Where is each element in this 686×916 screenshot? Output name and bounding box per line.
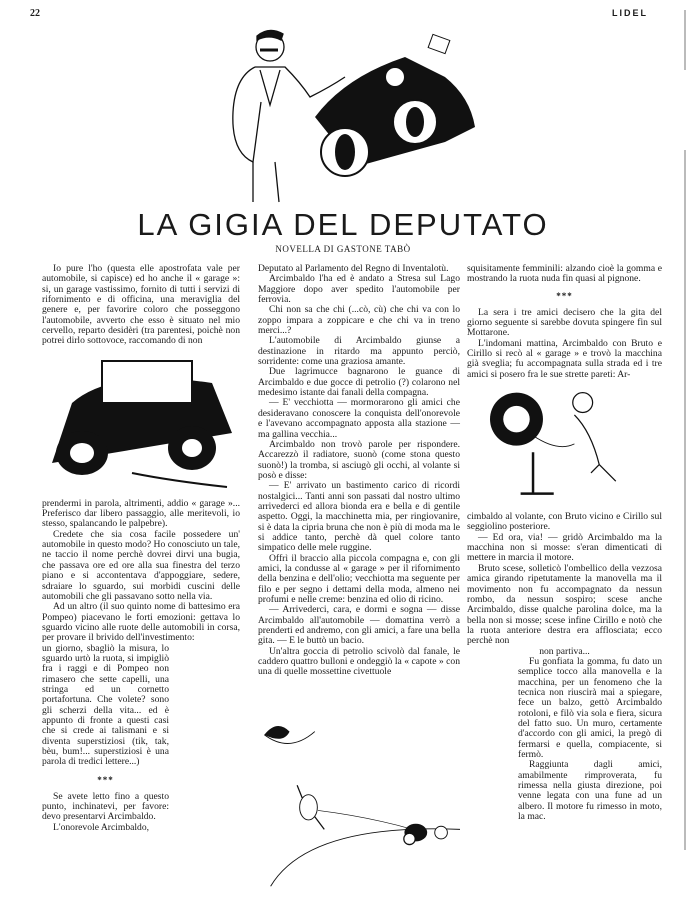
paragraph-tail: non partiva... — [539, 645, 590, 657]
paragraph: Offrì il braccio alla piccola compagna e, con gli amici, la condusse al « garage » per il rifornimento della benzina e dell'olio; vecchiotta ma seguente per filo e per segno i dettami della moda, almeno nei profumi e nelle creme: benzina ed olio di ricino. — [258, 552, 460, 605]
paragraph: Due lagrimucce bagnarono le guance di Arcimbaldo e due gocce di petrolio (?) colarono nel medesimo istante dai fanali della compagna. — [258, 366, 460, 399]
article-title: LA GIGIA DEL DEPUTATO — [137, 207, 549, 242]
article-byline: NOVELLA DI GASTONE TABÒ — [275, 244, 411, 254]
paragraph: un giorno, sbagliò la misura, lo sguardo urtò la ruota, si impigliò fra i raggi e di Pompeo non rimasero che sette capelli, una stringa ed un cornetto portafortuna. Che volete? sono gli scherzi della vita... ed è appunto di fronte a questi casi che si crede ai talismani e si diventa superstiziosi (tik, tak, bèu, bum!... superstiziosi è una parola di tredici lettere...) — [42, 642, 169, 768]
paragraph: cimbaldo al volante, con Bruto vicino e Cirillo sul seggiolino posteriore. — [467, 511, 662, 533]
paragraph: prendermi in parola, altrimenti, addio « garage »... Preferisco dar libero passaggio, alle meritevoli, io stesso, spalancando le palpebre). — [42, 497, 240, 530]
man-inflating-tire-illustration — [467, 386, 657, 506]
section-separator: *** — [97, 774, 114, 785]
paragraph: Bruto scese, solleticò l'ombellico della vezzosa amica girando ripetutamente la manovella ma il movimento non fu accompagnato da nessun rombo, da nessun sospiro; scese anche Arcimbaldo, disse qualche parolina dolce, ma la bella non si mosse; scese infine Cirillo e notò che la ruota anteriore destra era afflosciata; ecco perchè non — [467, 562, 662, 647]
paragraph: — E' arrivato un bastimento carico di ricordi nostalgici... Tanti anni son passati dal nostro ultimo arrivederci ed allora bionda era e bella e di gentile aspetto. Oggi, la macchinetta mia, per ringiovanire, si è data la cipria bruna che non è più di moda ma le si addice tanto, perchè dà quel colore tanto simpatico delle mele ruggine. — [258, 480, 460, 554]
paragraph: Fu gonfiata la gomma, fu dato un semplice tocco alla manovella e la macchina, per un fenomeno che la tecnica non riuscirà mai a spiegare, fece un balzo, gettò Arcimbaldo rotoloni, e filò via sola e fiera, sicura del fatto suo. Un muro, certamente d'accordo con gli amici, la pregò di fermarsi e quella, compiacente, si fermò. — [518, 655, 662, 760]
car-accident-illustration — [42, 353, 240, 493]
column-3 — [467, 264, 662, 822]
paragraph: Chi non sa che chi (...cò, cù) che chi va con lo zoppo impara a zoppicare e che chi va in treno merci...? — [258, 304, 460, 337]
paragraph: — Arrivederci, cara, e dormi e sogna — disse Arcimbaldo all'automobile — domattina verrò a prenderti ed andremo, con gli amici, a fare una bella gita. — E le buttò un bacio. — [258, 604, 460, 647]
paragraph: Arcimbaldo non trovò parole per rispondere. Accarezzò il radiatore, suonò (come stona questo suonò!) la tromba, si asciugò gli occhi, al volante si posò e disse: — [258, 438, 460, 481]
paragraph: Raggiunta dagli amici, amabilmente rimproverata, fu rimessa nella giusta direzione, poi venne legata con una fune ad un albero. Il motore fu rimesso in moto, la mac. — [518, 759, 662, 823]
car-on-hill-illustration — [258, 686, 460, 916]
paragraph: L'automobile di Arcimbaldo giunse a destinazione in ritardo ma appunto perciò, sorridente: come una graziosa amante. — [258, 335, 460, 368]
paragraph: — Ed ora, via! — gridò Arcimbaldo ma la macchina non si mosse: s'eran dimenticati di mettere in marcia il motore. — [467, 531, 662, 564]
section-separator: *** — [556, 290, 573, 301]
column-1-narrow — [42, 644, 169, 834]
paragraph: Deputato al Parlamento del Regno di Inventalotù. — [258, 263, 449, 274]
column-3-narrow — [518, 657, 662, 823]
column-1 — [42, 264, 240, 833]
paragraph: Credete che sia cosa facile possedere un' automobile in questo modo? Ho conosciuto un tale, ne taccio il nome perchè dovrei dirvi una bugia, che passava ore ed ore alla sua finestra del terzo piano e si accontentava d'appoggiare, sedere, sdraiare lo sguardo, sui morbidi cuscini delle automobili che gli passavano sotto nella via. — [42, 528, 240, 602]
column-2 — [258, 264, 460, 916]
paragraph: Io pure l'ho (questa elle apostrofata vale per automobile, si capisce) ed ho anche il « garage »: si, un garage vastissimo, fornito di tutti i servizi di rifornimento e di officina, una meraviglia del genere e, per favorire coloro che posseggono l'automobile, avverto che esso è situato nel mio cervello, reparto desidèri (tra parentesi, poichè non potrei dirlo sottovoce, raccomando di non — [42, 263, 240, 347]
paragraph: Un'altra goccia di petrolio scivolò dal fanale, le caddero quattro bulloni e ondeggiò la « capote » con una di quelle mossettine civettuole — [258, 645, 460, 678]
paragraph: Arcimbaldo l'ha ed è andato a Stresa sul Lago Maggiore dopo aver spedito l'automobile per ferrovia. — [258, 273, 460, 306]
paragraph: L'onorevole Arcimbaldo, — [53, 821, 150, 833]
paragraph: squisitamente femminili: alzando cioè la gomma e mostrando la ruota nuda fin quasi al pignone. — [467, 263, 662, 285]
paragraph: — E' vecchiotta — mormorarono gli amici che desideravano conoscere la conquista dell'onorevole e l'avevano accompagnato apposta alla stazione — ma gallina vecchia... — [258, 397, 460, 440]
paragraph: Ad un altro (il suo quinto nome di battesimo era Pompeo) piacevano le forti emozioni: gettava lo sguardo vicino alle ruote delle automobili in corsa, per provare il brivido dell'investimento: — [42, 601, 240, 644]
deputy-with-car-illustration — [215, 22, 475, 204]
paragraph: L'indomani mattina, Arcimbaldo con Bruto e Cirillo si recò al « garage » e trovò la macchina già sveglia; fu accompagnata sulla strada ed i tre amici si posero fra le sue strette pareti: Ar- — [467, 337, 662, 380]
masthead: LIDEL — [612, 8, 648, 18]
paragraph: La sera i tre amici decisero che la gita del giorno seguente si sarebbe dovuta spingere fin sul Mottarone. — [467, 306, 662, 339]
paragraph: Se avete letto fino a questo punto, inchinatevi, per favore: devo presentarvi Arcimbaldo. — [42, 790, 169, 823]
page-number: 22 — [30, 8, 40, 19]
